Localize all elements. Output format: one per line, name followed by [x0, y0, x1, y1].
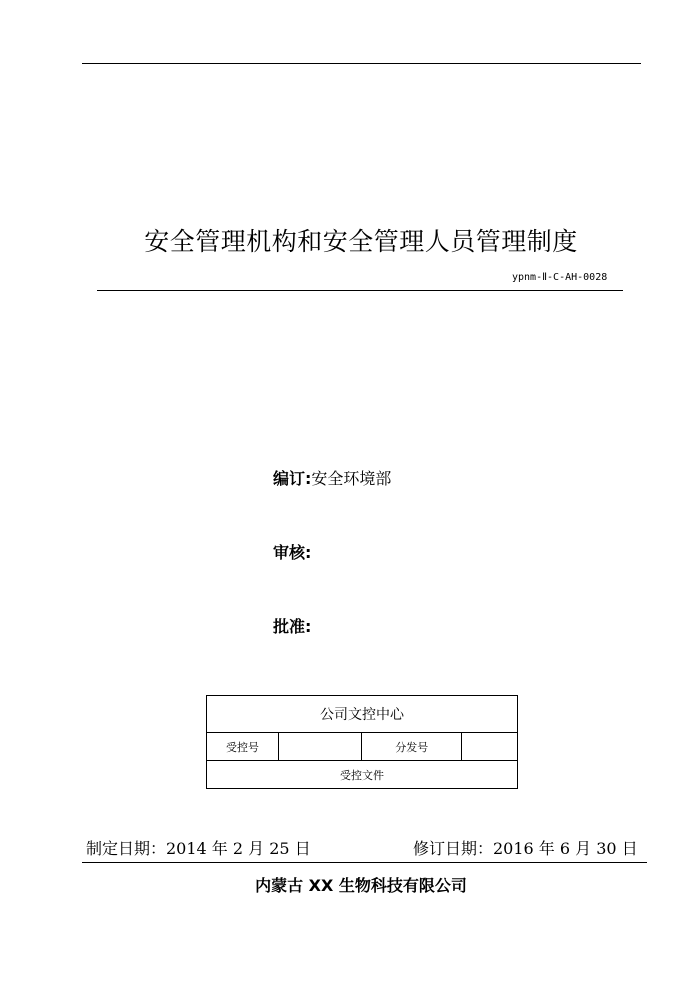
editor-field	[273, 466, 391, 489]
company-name: 内蒙古 XX 生物科技有限公司	[255, 876, 467, 895]
revision-date: 修订日期：2016 年 6 月 30 日	[413, 839, 638, 858]
editor-label: 编订:	[273, 469, 312, 488]
editor-value: 安全环境部	[311, 469, 392, 488]
approver-label: 批准:	[273, 617, 312, 636]
control-center-header: 公司文控中心	[207, 696, 518, 733]
controlled-document-status: 受控文件	[207, 761, 518, 789]
header-rule	[82, 63, 641, 64]
control-no-value	[278, 733, 362, 761]
issue-date: 制定日期：2014 年 2 月 25 日	[86, 839, 311, 858]
document-title: 安全管理机构和安全管理人员管理制度	[144, 227, 578, 256]
control-no-label: 受控号	[207, 733, 279, 761]
approver-field	[273, 614, 311, 637]
reviewer-label: 审核:	[273, 543, 312, 562]
distribution-no-label: 分发号	[362, 733, 461, 761]
distribution-no-value	[461, 733, 517, 761]
reviewer-field	[273, 540, 311, 563]
footer-rule	[82, 862, 647, 863]
document-code: ypnm-Ⅱ-C-AH-0028	[512, 272, 608, 283]
title-rule	[97, 290, 623, 291]
document-control-table	[206, 695, 518, 789]
